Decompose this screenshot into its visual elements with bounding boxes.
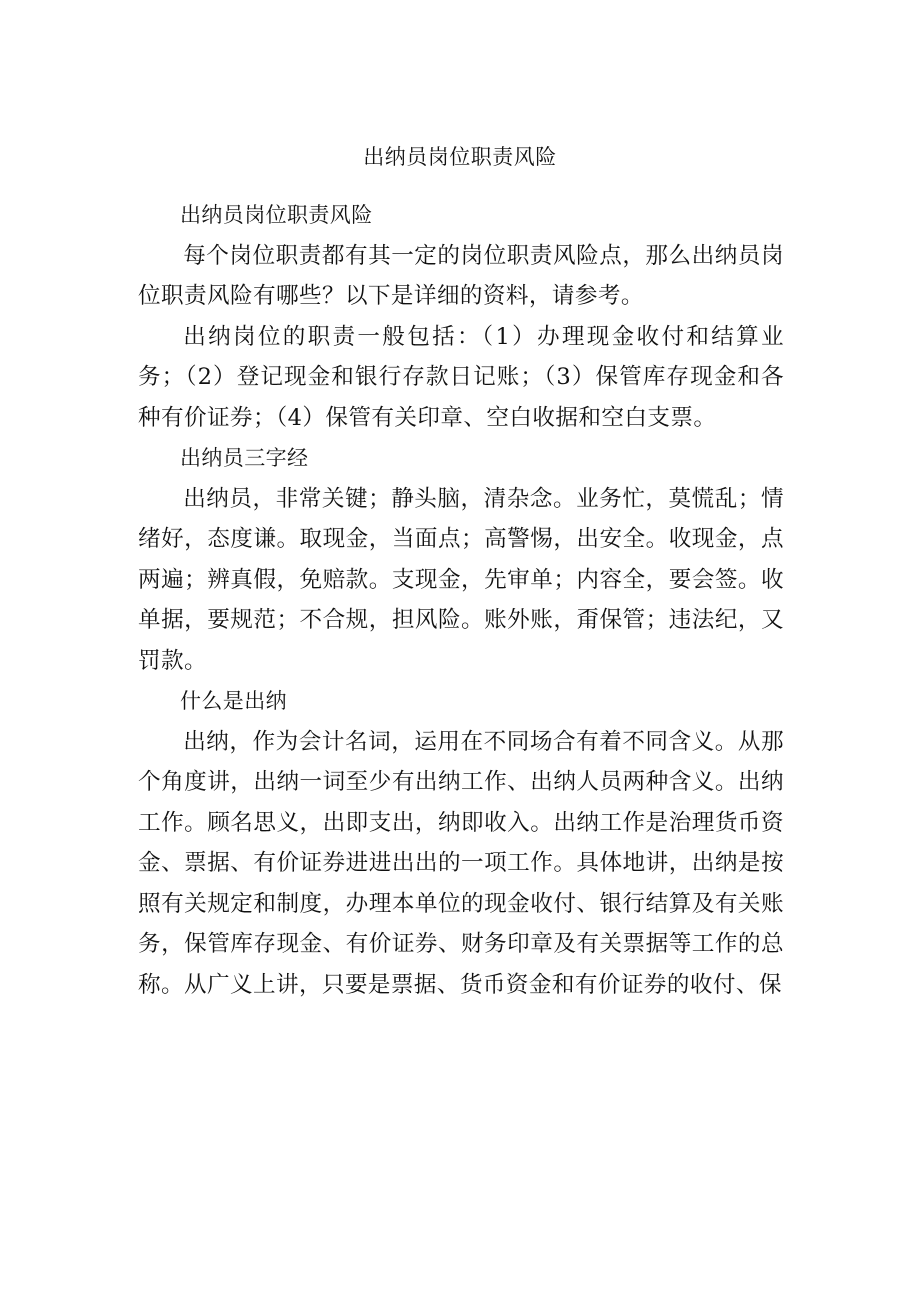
section-heading-responsibility-risk: 出纳员岗位职责风险 [180, 203, 373, 227]
document-title: 出纳员岗位职责风险 [363, 145, 557, 169]
section-heading-what-is-cashier: 什么是出纳 [180, 689, 287, 713]
paragraph-intro: 每个岗位职责都有其一定的岗位职责风险点，那么出纳员岗位职责风险有哪些？以下是详细的资料，请参考。 [138, 242, 784, 309]
document-body [138, 195, 784, 1005]
paragraph-duties: 出纳岗位的职责一般包括：（1）办理现金收付和结算业务；（2）登记现金和银行存款日记账；（3）保管库存现金和各种有价证券；（4）保管有关印章、空白收据和空白支票。 [138, 323, 784, 431]
paragraph-three-character-classic: 出纳员，非常关键；静头脑，清杂念。业务忙，莫慌乱；情绪好，态度谦。取现金，当面点；高警惕，出安全。收现金，点两遍；辨真假，免赔款。支现金，先审单；内容全，要会签。收单据，要规范；不合规，担风险。账外账，甭保管；违法纪，又罚款。 [138, 485, 784, 674]
section-heading-three-character-classic: 出纳员三字经 [180, 446, 309, 470]
paragraph-cashier-definition: 出纳，作为会计名词，运用在不同场合有着不同含义。从那个角度讲，出纳一词至少有出纳工作、出纳人员两种含义。出纳工作。顾名思义，出即支出，纳即收入。出纳工作是治理货币资金、票据、有价证券进进出出的一项工作。具体地讲，出纳是按照有关规定和制度，办理本单位的现金收付、银行结算及有关账务，保管库存现金、有价证券、财务印章及有关票据等工作的总称。从广义上讲，只要是票据、货币资金和有价证券的收付、保 [138, 728, 784, 998]
